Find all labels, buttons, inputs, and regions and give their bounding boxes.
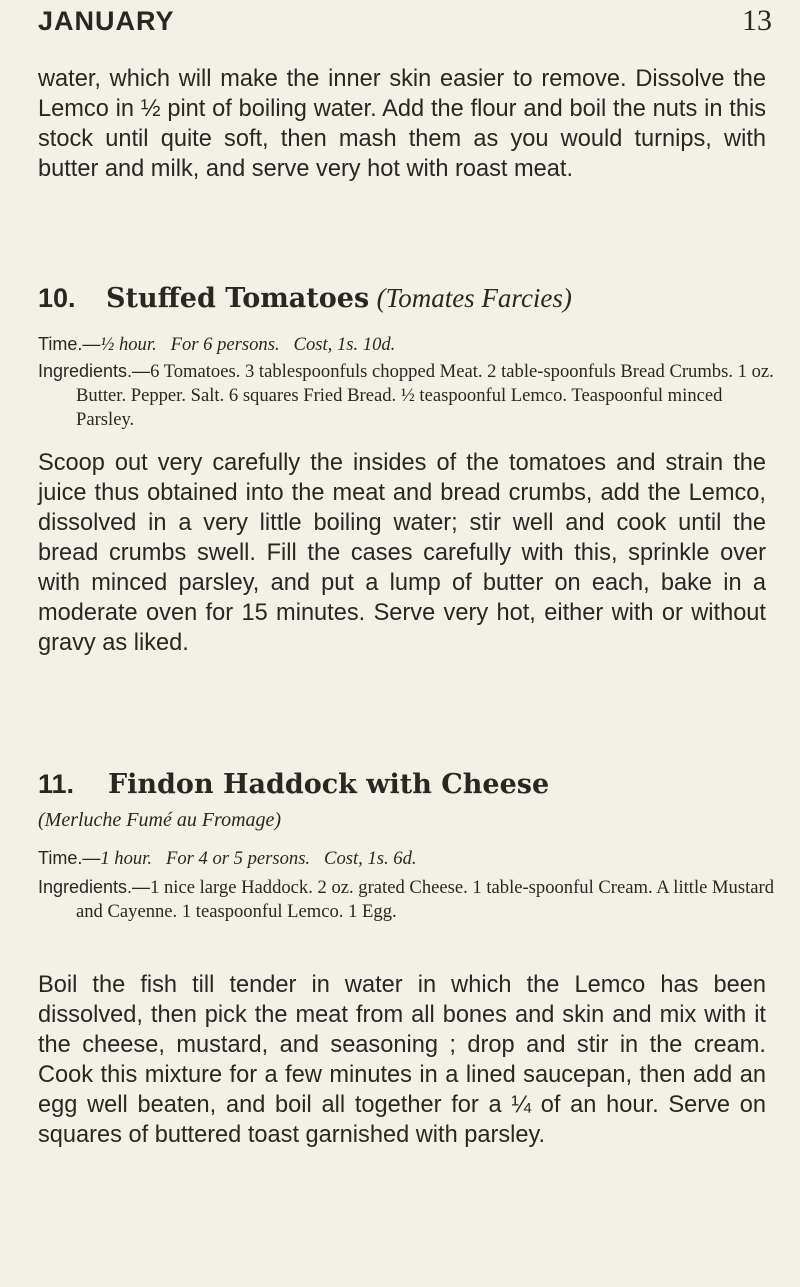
recipe-ingredients xyxy=(38,359,778,432)
recipe-heading xyxy=(38,282,778,315)
recipe-time-line xyxy=(38,332,778,357)
recipe-number: 10. xyxy=(38,283,76,313)
ingredients-label: Ingredients.— xyxy=(38,361,151,381)
recipe-number: 11. xyxy=(38,769,75,799)
recipe-ingredients xyxy=(38,875,778,924)
recipe-method: Scoop out very carefully the insides of the tomatoes and strain the juice thus obtained into the meat and bread crumbs, add the Lemco, dissolved in a very little boiling water; stir well and cook until the bread crumbs swell. Fill the cases carefully with this, sprinkle over with minced parsley, and put a lump of butter on each, bake in a moderate oven for 15 minutes. Serve very hot, either with or without gravy as liked. xyxy=(38,450,766,656)
recipe-french-title-line xyxy=(38,808,778,832)
page-number: 13 xyxy=(742,4,772,37)
recipe-heading xyxy=(38,768,778,801)
recipe-time-line xyxy=(38,846,778,871)
cost-value: 1s. 6d. xyxy=(367,848,417,869)
cost-label: Cost, xyxy=(324,848,363,869)
running-title: JANUARY xyxy=(38,6,175,36)
running-head xyxy=(38,4,772,38)
ingredients-text: 1 nice large Haddock. 2 oz. grated Cheese. 1 table-spoonful Cream. A little Mustard and Cayenne. 1 teaspoonful Lemco. 1 Egg. xyxy=(76,877,774,922)
ingredients-label: Ingredients.— xyxy=(38,877,151,897)
time-label: Time.— xyxy=(38,848,101,868)
recipe-french-title: (Tomates Farcies) xyxy=(376,283,572,313)
ingredients-text: 6 Tomatoes. 3 tablespoonfuls chopped Meat. 2 table-spoonfuls Bread Crumbs. 1 oz. Butter. Pepper. Salt. 6 squares Fried Bread. ½ teaspoonful Lemco. Teaspoonful minced Parsley. xyxy=(76,361,774,430)
time-label: Time.— xyxy=(38,334,101,354)
recipe-french-title: (Merluche Fumé au Fromage) xyxy=(38,809,282,831)
cost-value: 1s. 10d. xyxy=(336,334,396,355)
time-value: ½ hour. xyxy=(100,334,157,355)
serves-value: For 4 or 5 persons. xyxy=(165,848,311,869)
intro-paragraph: water, which will make the inner skin easier to remove. Dissolve the Lemco in ½ pint of boiling water. Add the flour and boil the nuts in this stock until quite soft, then mash them as you would turnips, with butter and milk, and serve very hot with roast meat. xyxy=(38,66,766,182)
time-value: 1 hour. xyxy=(100,848,153,869)
recipe-title: Findon Haddock with Cheese xyxy=(108,769,550,800)
recipe-method: Boil the fish till tender in water in which the Lemco has been dissolved, then pick the meat from all bones and skin and mix with it the cheese, mustard, and seasoning ; drop and stir in the cream. Cook this mixture for a few minutes in a lined saucepan, then add an egg well beaten, and boil all together for a ¼ of an hour. Serve on squares of buttered toast garnished with parsley. xyxy=(38,972,766,1148)
serves-value: For 6 persons. xyxy=(170,334,280,355)
recipe-title: Stuffed Tomatoes xyxy=(106,283,370,314)
cost-label: Cost, xyxy=(293,334,333,355)
